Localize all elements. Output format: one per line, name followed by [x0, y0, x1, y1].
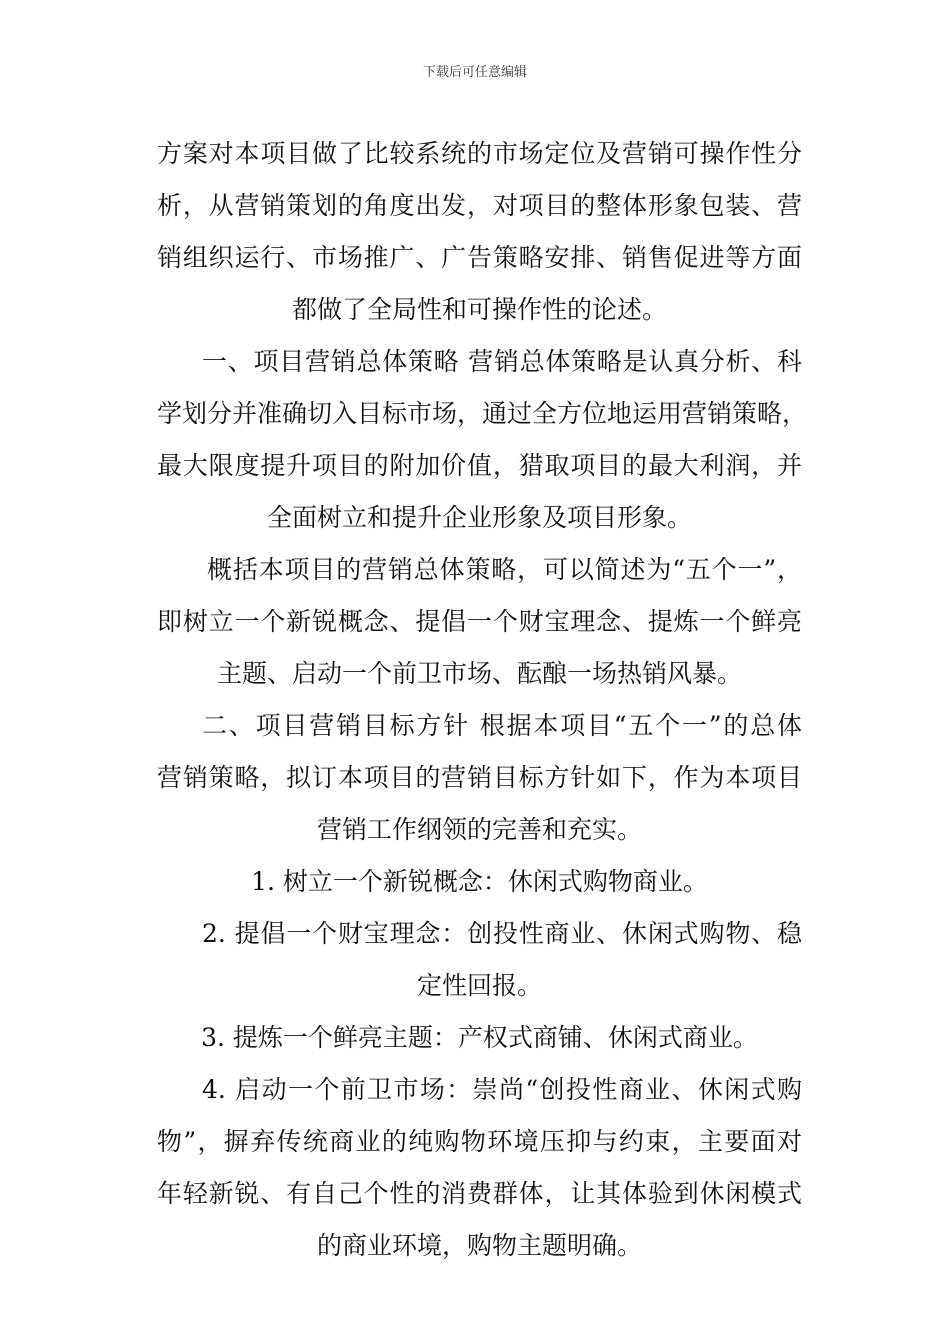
text-line: 全面树立和提升企业形象及项目形象。 [266, 503, 692, 532]
text-line: 年轻新锐、有自己个性的消费群体，让其体验到休闲模式 [157, 1179, 802, 1208]
text-line: 定性回报。 [416, 971, 542, 1000]
text-line: 最大限度提升项目的附加价值，猎取项目的最大利润，并 [157, 451, 802, 480]
text-line: 二、项目营销目标方针 根据本项目“五个一”的总体 [202, 711, 802, 740]
text-line: 营销策略，拟订本项目的营销目标方针如下，作为本项目 [157, 763, 802, 792]
text-line: 销组织运行、市场推广、广告策略安排、销售促进等方面 [157, 243, 802, 272]
text-line: 一、项目营销总体策略 营销总体策略是认真分析、科 [202, 347, 802, 376]
numbered-item: 3. 提炼一个鲜亮主题：产权式商铺、休闲式商业。 [201, 1023, 758, 1052]
text-line: 营销工作纲领的完善和充实。 [316, 815, 642, 844]
text-line: 物”，摒弃传统商业的纯购物环境压抑与约束，主要面对 [157, 1127, 802, 1156]
text-line: 都做了全局性和可操作性的论述。 [291, 295, 667, 324]
text-line: 析，从营销策划的角度出发，对项目的整体形象包装、营 [157, 191, 802, 220]
document-body [157, 128, 808, 1272]
numbered-item: 2. 提倡一个财宝理念：创投性商业、休闲式购物、稳 [202, 919, 802, 948]
text-line: 主题、启动一个前卫市场、酝酿一场热销风暴。 [216, 659, 742, 688]
numbered-item: 4. 启动一个前卫市场：崇尚“创投性商业、休闲式购 [202, 1075, 802, 1104]
text-line: 即树立一个新锐概念、提倡一个财宝理念、提炼一个鲜亮 [157, 607, 802, 636]
text-line: 的商业环境，购物主题明确。 [316, 1231, 642, 1260]
text-line: 概括本项目的营销总体策略，可以简述为“五个一”， [207, 555, 802, 584]
numbered-item: 1. 树立一个新锐概念：休闲式购物商业。 [251, 867, 708, 896]
text-line: 方案对本项目做了比较系统的市场定位及营销可操作性分 [157, 139, 802, 168]
page-header-note: 下载后可任意编辑 [422, 65, 527, 80]
text-line: 学划分并准确切入目标市场，通过全方位地运用营销策略， [157, 399, 808, 428]
